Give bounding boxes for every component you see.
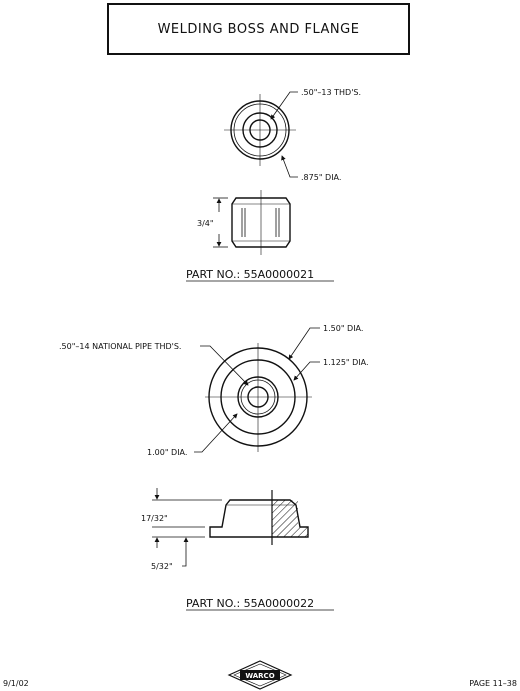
logo-text: WARCO: [245, 672, 275, 680]
boss-top-view: [224, 94, 296, 166]
mid-dia-leader: [294, 362, 320, 380]
height-callout: 3/4": [197, 219, 214, 228]
flange-section-hatch-lower: [272, 527, 308, 537]
flange-top-view: [205, 343, 312, 452]
inner-dia-callout: 1.00" DIA.: [147, 448, 188, 457]
revision-date: 9/1/02: [3, 679, 29, 688]
part-number-1: PART NO.: 55A0000021: [186, 268, 315, 281]
mid-dia-callout: 1.125" DIA.: [323, 358, 369, 367]
flange-side-view: [210, 490, 308, 545]
dia-leader: [282, 156, 298, 177]
page-number: PAGE 11–38: [469, 679, 517, 688]
flange-thickness-callout: 5/32": [151, 562, 173, 571]
drawing-title: WELDING BOSS AND FLANGE: [157, 21, 360, 37]
part-number-2: PART NO.: 55A0000022: [186, 597, 315, 610]
boss-side-view: [232, 190, 290, 255]
inner-dia-leader: [194, 414, 237, 452]
pipe-thread-callout: .50"–14 NATIONAL PIPE THD'S.: [59, 342, 182, 351]
outer-dia-callout: 1.50" DIA.: [323, 324, 364, 333]
boss-height-dimension: [213, 198, 228, 247]
outer-dia-leader: [289, 328, 320, 359]
dia-callout: .875" DIA.: [301, 173, 342, 182]
flange-height-callout: 17/32": [141, 514, 168, 523]
thread-callout: .50"–13 THD'S.: [301, 88, 362, 97]
warco-logo: [229, 661, 291, 689]
